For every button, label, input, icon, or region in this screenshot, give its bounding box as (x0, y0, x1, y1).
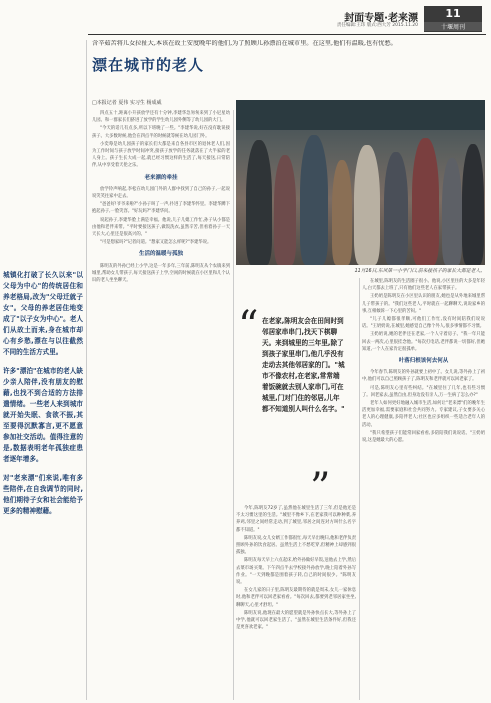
article-paragraph: 在城里,陈明友的生活圈子很小。他说,小区里住的大多是年轻人,白天都去上班了,只有他们这些老人在家带孩子。 (362, 279, 485, 292)
article-paragraph: "爸爸好!爷爷来啦?"小孙子叫了一声,扑进了李建华怀里。李建华蹲下抱起孙子,一脸笑容。"好玩吗?"李建华问。 (92, 202, 230, 215)
article-paragraph: "可是想家吗?"记者问道。"想家又能怎么样呢?"李建华说。 (100, 240, 212, 246)
article-paragraph: 王奶奶说,她的老伴还在老家,一个人守着房子。"我一年只能回去一两次,心里很挂念他。"每次打电话,老伴都说一切都好,但她知道,一个人在家肯定很孤单。 (362, 332, 485, 352)
article-paragraph: 在女儿家的日子里,陈明友最期待的就是周末,女儿一家休息时,他和老伴可以回老家看看。"每次回去,都要到老邻居家坐坐,聊聊天,心里才舒坦。" (236, 588, 356, 608)
page-header (88, 6, 486, 32)
page-number: 11 (445, 7, 461, 20)
photo-figure (246, 140, 272, 265)
photo-figure (300, 135, 328, 265)
photo-figure (442, 158, 462, 265)
article-paragraph: 四点五十,距离小升孩放学还有十分钟,李建华急匆匆来到了小尼星幼儿园。和一群家长们挤进了放学的学生幼儿园外侧等了幼儿园的大门。 (92, 111, 230, 124)
pull-quote: 在老家,陈明友会在田间时到邻居家串串门,找天下棋聊天。来到城里的三年里,除了到孩子家里串门,他几乎没有走动去其他邻居家的门。"城市不像农村,在老家,常常端着饭碗就去别人家串门,可在城里,门对门住的邻居,儿年都不知道别人叫什么名字。" (262, 317, 345, 413)
article-paragraph: "我只希望孩子们能常回家看看,多陪陪我们说说话。"王奶奶说,这是她最大的心愿。 (362, 430, 485, 444)
article-paragraph: "今天的话儿有点多,所以下班晚了一些。"李建华说,好在没有耽误接孩子。大多数时候,他会在四点半的时候就等候在幼儿园门外。 (92, 126, 230, 139)
article-column-3 (362, 278, 485, 700)
article-paragraph: 今年,陈明友72岁了,虽然他在城里生活了三年,但是他还是不太习惯这里的生活。"城里不像乡下,在老家我可以种种菜,养养鸡,邻里之间经常走动,到了城里,邻居之间连对方叫什么名字都不知道。" (236, 506, 356, 533)
photo-figure (354, 145, 380, 265)
article-paragraph: 老年人如何更好地融入城市生活,如何让"老来漂"们的晚年生活更加幸福,需要家庭和社会共同努力。专家建议,子女要多关心老人的心理健康,多陪伴老人;社区也应多组织一些适合老年人的活动。 (362, 401, 485, 428)
article-paragraph: 可是,陈明友心里有些纠结。"在城里住了几年,也有些习惯了。回老家去,虽然自由,但身边没有亲人,万一生病了怎么办?" (362, 385, 485, 398)
photo-figure (332, 160, 352, 265)
sidebar-paragraph: 对"老来漂"们来说,唯有多些陪伴,在自我调节的同时,他们期待子女和社会能给予更多的精神慰藉。 (3, 474, 83, 515)
publication-section: 十堰周刊 (424, 22, 482, 31)
sidebar-commentary (3, 270, 83, 525)
page-number-box (424, 6, 482, 32)
article-paragraph: 小奕莓是幼儿园孩子的家长们大都是来自各县市区的退休老人们,因为工作时间与孩子放学时间冲突,接孩子放学的任务就落在了大半家的老人身上。孩子生长大成一起,就已经习惯这样的生活了,每天接送,日常陪伴,从中享受着天伦之乐。 (92, 141, 230, 169)
subheadline: 含辛茹苦将儿女拉扯大,本该在故土安度晚年的他们,为了照顾儿孙漂泊在城市里。在这里,他们有温暖,也有忧愁。 (92, 40, 397, 47)
sidebar-paragraph: 城镇化打破了长久以来"以父母为中心"的传统居住和养老格局,改为"父母迁就子女"。父母的养老居住地变成了"以子女为中心"。老人们从故土而来,身在城市却心有乡愁,漂在与以往截然不同的生活方式里。 (3, 271, 83, 356)
quote-mark-open: “ (238, 303, 259, 349)
photo-figure (462, 144, 484, 265)
article-paragraph: 陈明友说,他现在最大的愿望就是外孙快点长大,等外孙上了中学,他就可以回老家生活了。"虽然在城里生活条件好,但我还是更喜欢老家。" (236, 610, 356, 631)
header-rule (88, 34, 486, 35)
section-heading: 生活的温暖与孤独 (138, 251, 183, 258)
article-paragraph: 今年春节,陈明友的外孙就要上初中了。女儿说,等外孙上了初中,他们可以自己照顾孩子了,陈明友和老伴就可以回老家了。 (362, 370, 485, 383)
photo-caption: 11月16日,东风第一小学门口,前来接孩子的家长大都是老人。 (354, 269, 485, 274)
quote-mark-close: ” (310, 465, 331, 511)
article-paragraph: 陈明友每天早上六点起床,给外孙做好早饭,送他去上学,然后去菜市场买菜。下午四点半去学校接外孙放学,晚上陪着外孙写作业。"一天到晚都是围着孩子转,自己的时间很少。"陈明友说。 (236, 558, 356, 586)
editor-meta: 责任编辑:王玮 版式:西大芳 2015.11.20 (336, 23, 418, 28)
crowd-photo (236, 100, 485, 265)
column-divider (359, 278, 360, 700)
article-paragraph: 陈明友说,女儿女婿工作都很忙,每天早出晚归,他和老伴负责照顾外孙的饮食起居。虽然生活上不愁吃穿,但精神上却感到很孤独。 (236, 535, 356, 556)
sidebar-paragraph: 许多"漂泊"在城市的老人缺少亲人陪伴,没有朋友的慰藉,也找不到合适的方法排遣情绪。一些老人来到城市就开始失眠、食欲不振,其至要得沉默寡言,更不愿意参加社交活动。值得注意的是,数据表明老年孤独症患者逐年增多。 (3, 367, 83, 463)
photo-figure (274, 155, 296, 265)
photo-background (236, 100, 485, 130)
headline: 漂在城市的老人 (92, 56, 205, 74)
section-title: 封面专题·老来漂 (344, 13, 418, 24)
section-heading: 老来漂的牵挂 (144, 174, 178, 181)
section-heading: 叶落归根该何去何从 (398, 358, 449, 365)
article-column-1 (92, 110, 230, 700)
article-paragraph: 放学铃声响起,李松在幼儿园门外的人群中找到了自己的孙子,一起说说笑笑往家中走去。 (92, 186, 230, 200)
article-column-2 (236, 505, 356, 700)
byline: □本报记者 夏伟 实习生 杨成威 (92, 100, 162, 106)
article-paragraph: "儿子儿媳都很孝顺,可他们工作忙,没有时间陪我们说说话。"王奶奶说,在城里,她感觉自己像个外人,很多事情都不习惯。 (362, 317, 485, 330)
article-paragraph: 说起孙子,李建华脸上满是幸福。他说,儿子儿媳工作忙,孙子从小都是由他和老伴来带。"平时要接送孩子,做饭洗衣,虽然辛苦,但看着孙子一天天长大,心里还是很高兴的。" (92, 217, 230, 238)
article-paragraph: 陈明友的外孙已经上小学,这是一年多年,三年前,陈明友从个农镇来到城里,帮助女儿带孩子,每天接送孩子上学,空闲的时候就在小区里和几个认识的老人坐坐聊天。 (92, 263, 230, 284)
article-paragraph: 王奶奶是陈明友在小区里认识的朋友,她也是从外地来城里帮儿子带孩子的。"我们这些老人,平时就在一起聊聊天,说说家乡的事,互相倾诉一下心里的苦闷。" (362, 294, 485, 314)
column-divider (233, 110, 234, 700)
column-divider (86, 40, 87, 700)
photo-figure (412, 138, 439, 265)
photo-figure (384, 152, 408, 265)
